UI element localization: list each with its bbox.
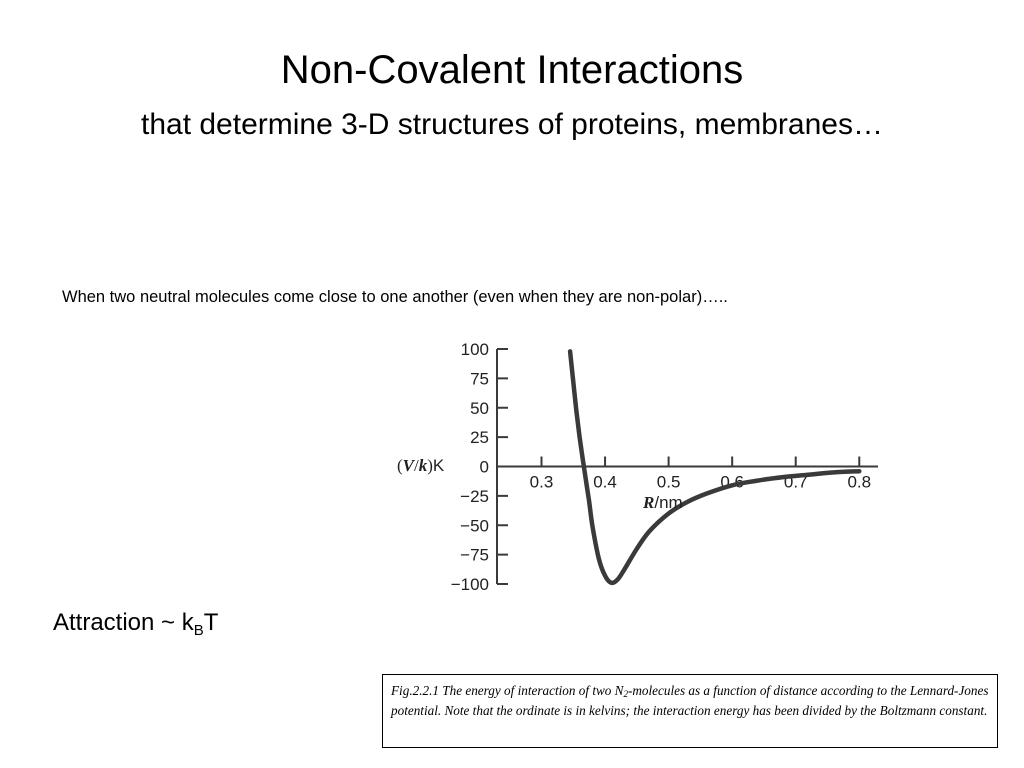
y-label-unit: K [432, 456, 445, 475]
chart-axes [497, 349, 878, 584]
y-tick-label: 0 [479, 457, 489, 477]
y-tick-label: 50 [470, 398, 489, 418]
figure-caption [382, 674, 998, 748]
attraction-note [53, 609, 218, 638]
y-tick-label: −75 [460, 545, 489, 565]
x-label-unit: /nm [654, 493, 683, 512]
caption-part1: Fig.2.2.1 The energy of interaction of two N [391, 683, 624, 698]
x-label-r: R [643, 493, 655, 512]
x-tick-label: 0.7 [783, 472, 808, 492]
x-axis-label [642, 493, 683, 512]
intro-text: When two neutral molecules come close to one another (even when they are non-polar)….. [62, 288, 728, 306]
y-tick-label: −25 [460, 486, 489, 506]
x-tick-label: 0.3 [529, 472, 554, 492]
slide-subtitle: that determine 3-D structures of proteins, membranes… [141, 108, 883, 141]
y-label-k: k [418, 456, 428, 475]
attraction-subscript: B [193, 622, 204, 639]
attraction-suffix: T [203, 609, 219, 636]
y-tick-label: 75 [470, 369, 489, 389]
x-tick-label: 0.5 [656, 472, 681, 492]
attraction-prefix: Attraction ~ k [53, 609, 194, 636]
x-tick-label: 0.6 [720, 472, 744, 492]
y-tick-label: 25 [470, 428, 489, 448]
y-label-v: V [402, 456, 415, 475]
caption-subscript: 2 [623, 689, 628, 699]
x-tick-label: 0.4 [593, 472, 617, 492]
x-tick-label: 0.8 [847, 472, 872, 492]
y-tick-label: 100 [460, 340, 489, 359]
slide-title: Non-Covalent Interactions [280, 48, 744, 92]
y-axis-label: (V/k)K [397, 456, 445, 475]
lennard-jones-chart [380, 330, 920, 600]
y-tick-label: −50 [460, 516, 489, 536]
y-tick-label: −100 [450, 575, 489, 594]
y-axis-ticks [451, 340, 508, 594]
caption-part2: -molecules as a function of distance according to the Lennard-Jones potential. Note that the ordinate is in kelvins; the interaction energy has been divided by the Boltzmann constant. [391, 683, 989, 718]
